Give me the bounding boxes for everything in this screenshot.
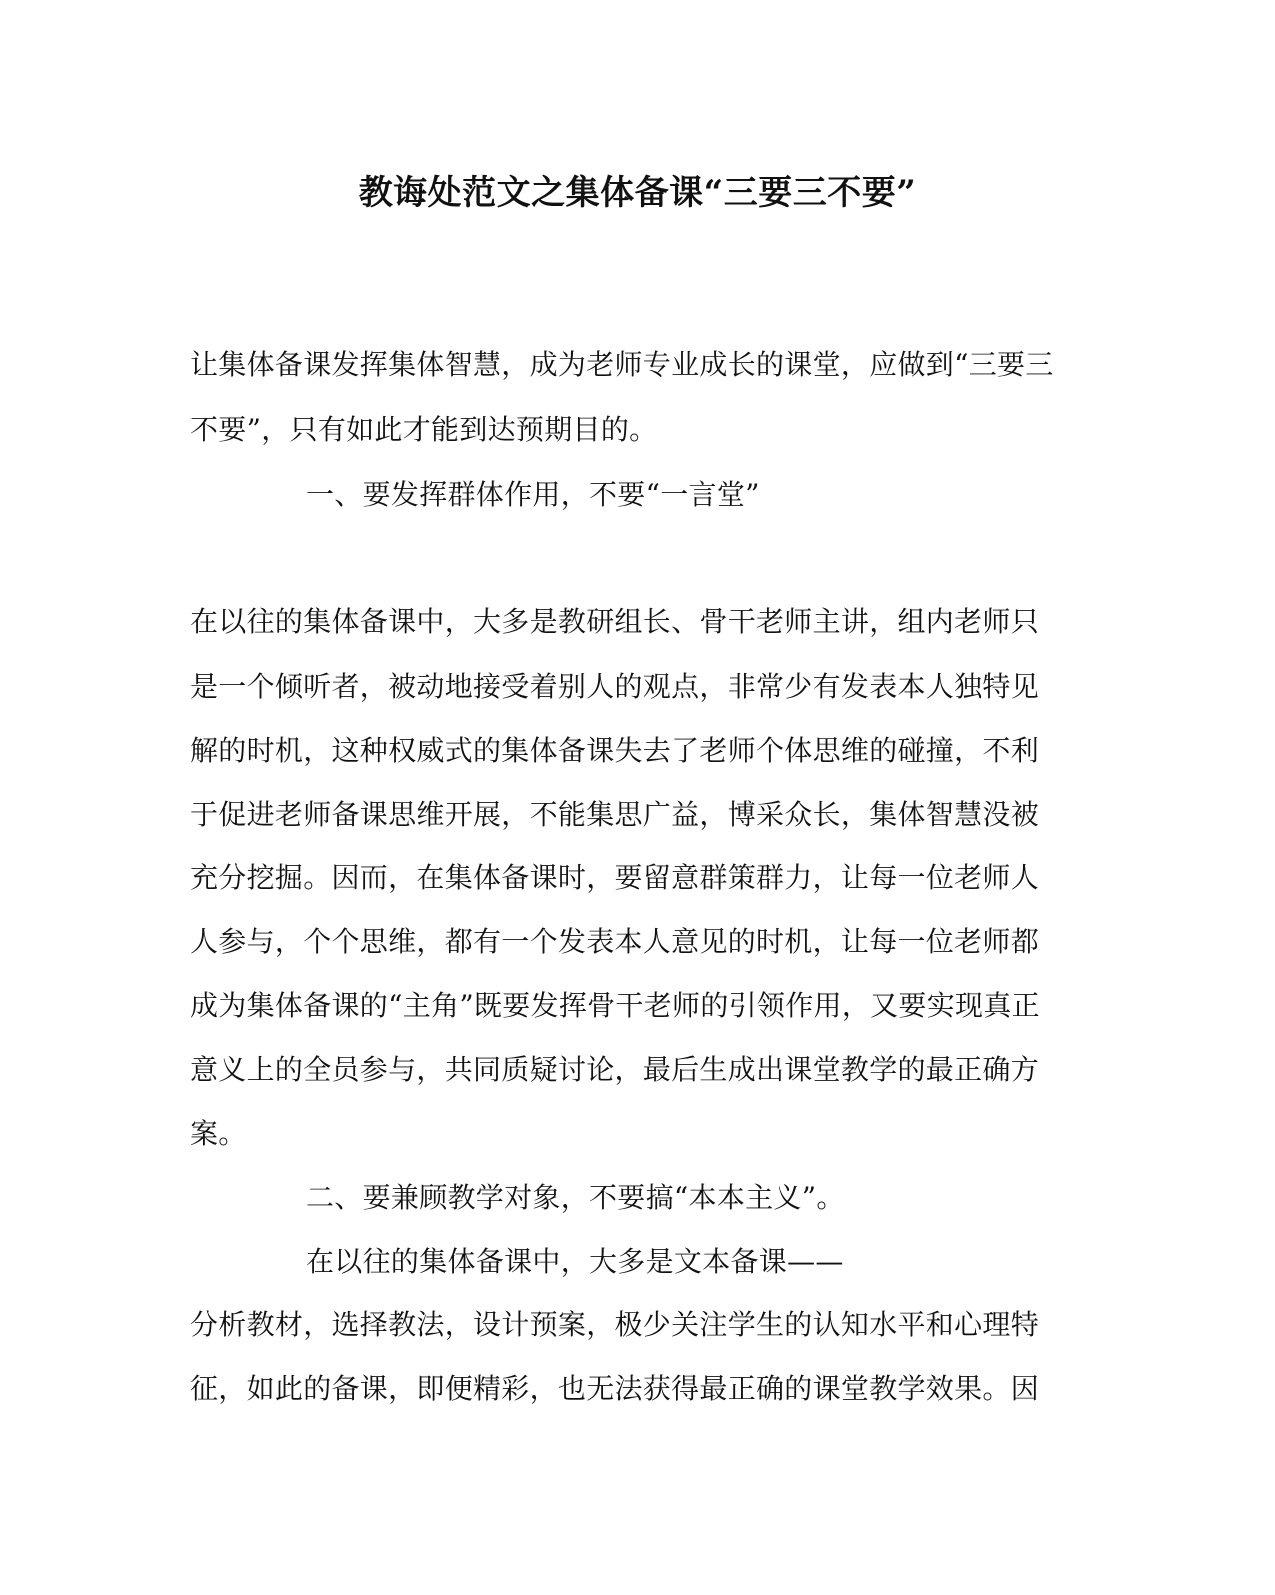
paragraph-line: 征，如此的备课，即便精彩，也无法获得最正确的课堂教学效果。因	[190, 1372, 1040, 1405]
document-title: 教诲处范文之集体备课“三要三不要”	[358, 173, 917, 213]
paragraph-line: 成为集体备课的“主角”既要发挥骨干老师的引领作用，又要实现真正	[190, 989, 1040, 1022]
paragraph-line: 意义上的全员参与，共同质疑讨论，最后生成出课堂教学的最正确方	[190, 1053, 1040, 1086]
paragraph-line: 人参与，个个思维，都有一个发表本人意见的时机，让每一位老师都	[190, 925, 1040, 958]
paragraph-line: 于促进老师备课思维开展，不能集思广益，博采众长，集体智慧没被	[190, 798, 1040, 831]
paragraph-line: 解的时机，这种权威式的集体备课失去了老师个体思维的碰撞，不利	[190, 734, 1040, 767]
paragraph-line: 是一个倾听者，被动地接受着别人的观点，非常少有发表本人独特见	[190, 670, 1040, 703]
paragraph-line: 在以往的集体备课中，大多是教研组长、骨干老师主讲，组内老师只	[190, 605, 1040, 638]
section-heading: 二、要兼顾教学对象，不要搞“本本主义”。	[306, 1181, 845, 1214]
paragraph-line: 充分挖掘。因而，在集体备课时，要留意群策群力，让每一位老师人	[190, 861, 1040, 894]
paragraph-line: 分析教材，选择教法，设计预案，极少关注学生的认知水平和心理特	[190, 1308, 1040, 1341]
paragraph-line: 在以往的集体备课中，大多是文本备课——	[306, 1245, 844, 1278]
paragraph-line: 让集体备课发挥集体智慧，成为老师专业成长的课堂，应做到“三要三	[190, 348, 1054, 381]
section-heading: 一、要发挥群体作用，不要“一言堂”	[306, 478, 760, 511]
paragraph-line: 案。	[190, 1117, 247, 1150]
paragraph-line: 不要”，只有如此才能到达预期目的。	[190, 413, 658, 446]
